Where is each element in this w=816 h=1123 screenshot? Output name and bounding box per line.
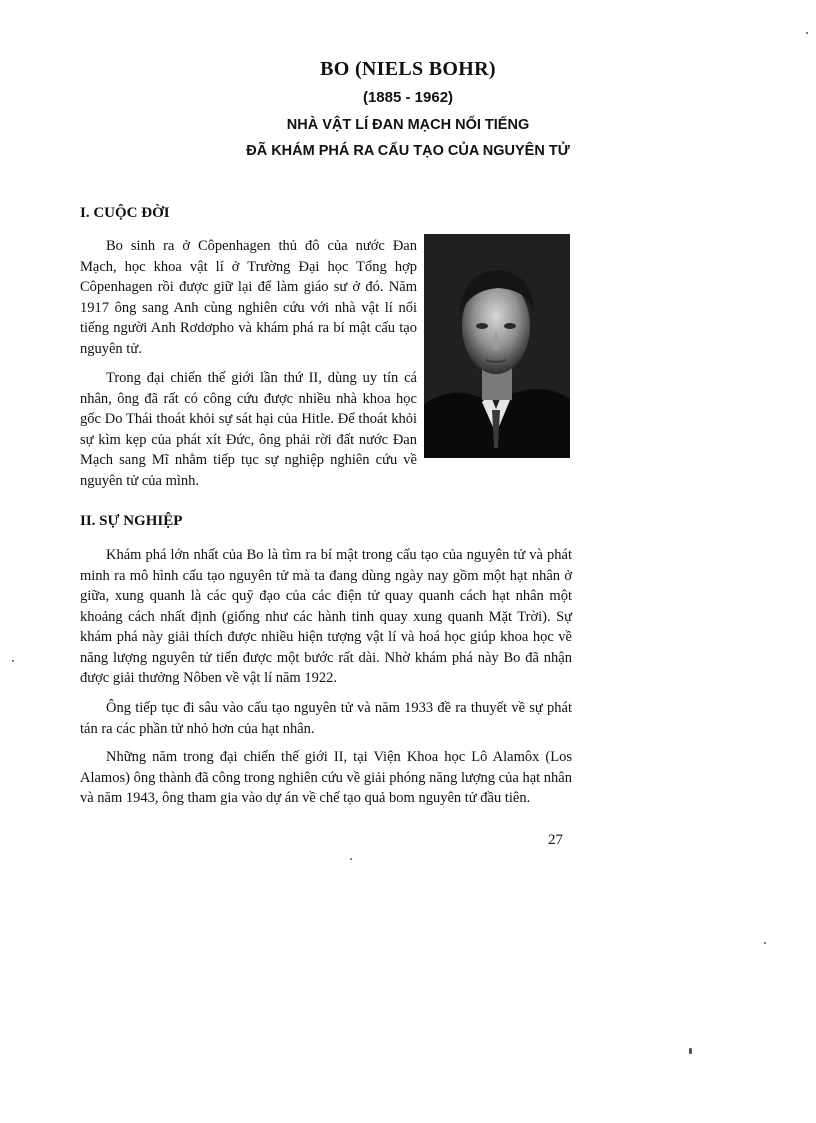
paragraph-life-2: Trong đại chiến thế giới lần thứ II, dùng uy tín cá nhân, ông đã rất có công cứu được nhiều nhà khoa học gốc Do Thái thoát khỏi sự sát hại của Hitle. Để thoát khỏi sự kìm kẹp của phát xít Đức, ông phải rời đất nước Đan Mạch sang Mĩ nhằm tiếp tục sự nghiệp nghiên cứu về nguyên tử của mình. bbox=[80, 370, 417, 489]
paragraph-career-3: Những năm trong đại chiến thế giới II, tại Viện Khoa học Lô Alamôx (Los Alamos) ông thành đã công trong nghiên cứu về giải phóng năng lượng của hạt nhân và năm 1943, ông tham gia vào dự án về chế tạo quả bom nguyên tử đầu tiên. bbox=[80, 749, 572, 806]
portrait-illustration bbox=[424, 234, 570, 458]
paragraph-career-2: Ông tiếp tục đi sâu vào cấu tạo nguyên tử và năm 1933 đề ra thuyết về sự phát tán ra các phần tử nhỏ hơn của hạt nhân. bbox=[80, 700, 572, 737]
paragraph-career-1: Khám phá lớn nhất của Bo là tìm ra bí mật trong cấu tạo của nguyên tử và phát minh ra mô hình cấu tạo nguyên tử mà ta đang dùng ngày nay gồm một hạt nhân ở giữa, xung quanh là các quỹ đạo của các điện tử quay quanh cách hạt nhân một khoảng cách nhất định (giống như các hành tinh quay xung quanh Mặt Trời). Sự khám phá này giải thích được nhiều hiện tượng vật lí và hoá học giúp khoa học về năng lượng nguyên tử tiến được một bước rất dài. Nhờ khám phá này Bo đã nhận được giải thưởng Nôben về vật lí năm 1922. bbox=[80, 547, 572, 686]
title-subtitle-1: NHÀ VẬT LÍ ĐAN MẠCH NỔI TIẾNG bbox=[286, 117, 530, 133]
scan-speck bbox=[764, 942, 766, 944]
paragraph-life-1: Bo sinh ra ở Côpenhagen thủ đô của nước Đan Mạch, học khoa vật lí ở Trường Đại học Tổng hợp Côpenhagen rồi được giữ lại để làm giáo sư ở đó. Năm 1917 ông sang Anh cùng nghiên cứu với nhà vật lí nổi tiếng người Anh Rơdơpho và khám phá ra bí mật cấu tạo nguyên tử. bbox=[80, 238, 417, 357]
scan-speck bbox=[12, 660, 14, 662]
title-years: (1885 - 1962) bbox=[362, 89, 454, 106]
title-block bbox=[0, 56, 816, 164]
title-subtitle-2: ĐÃ KHÁM PHÁ RA CẤU TẠO CỦA NGUYÊN TỬ bbox=[246, 143, 570, 159]
portrait-photo bbox=[424, 234, 570, 458]
scan-speck bbox=[350, 858, 352, 860]
scan-speck bbox=[806, 32, 808, 34]
scan-speck bbox=[689, 1048, 692, 1054]
page-number: 27 bbox=[548, 832, 563, 848]
section-heading-life: I. CUỘC ĐỜI bbox=[80, 205, 170, 221]
page-title: BO (NIELS BOHR) bbox=[320, 58, 496, 80]
section-heading-career: II. SỰ NGHIỆP bbox=[80, 513, 183, 529]
